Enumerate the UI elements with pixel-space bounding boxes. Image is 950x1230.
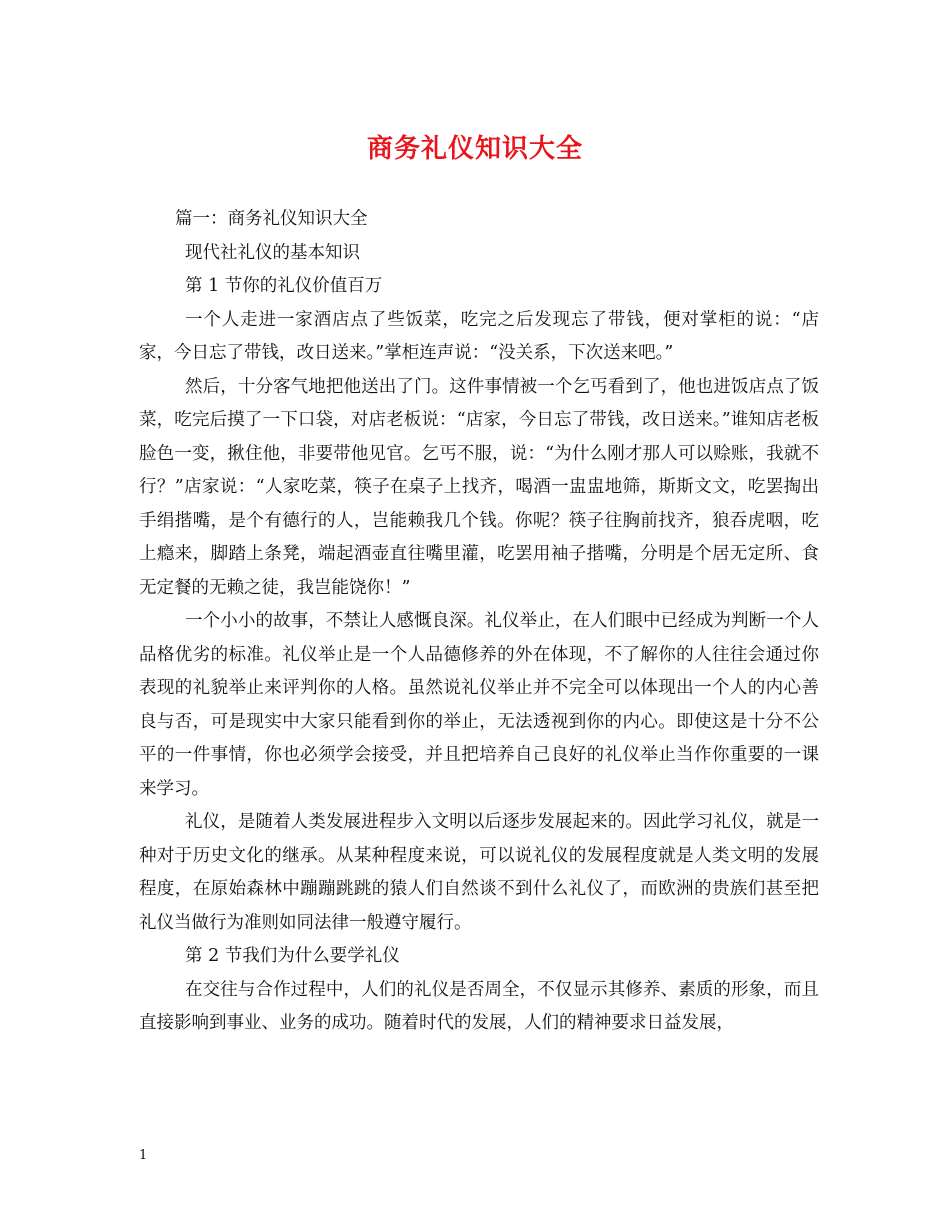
body-paragraph: 礼仪，是随着人类发展进程步入文明以后逐步发展起来的。因此学习礼仪，就是一种对于历史文化的继承。从某种程度来说，可以说礼仪的发展程度就是人类文明的发展程度，在原始森林中蹦蹦跳跳的猿人们自然谈不到什么礼仪了，而欧洲的贵族们甚至把礼仪当做行为准则如同法律一般遵守履行。 — [139, 812, 819, 933]
section-heading: 现代社礼仪的基本知识 — [185, 242, 360, 263]
section-heading: 篇一：商务礼仪知识大全 — [175, 209, 368, 229]
document-title: 商务礼仪知识大全 — [366, 134, 583, 164]
section-heading: 第 1 节你的礼仪价值百万 — [185, 276, 383, 296]
body-paragraph: 一个小小的故事，不禁让人感慨良深。礼仪举止，在人们眼中已经成为判断一个人品格优劣的标准。礼仪举止是一个人品德修养的外在体现，不了解你的人往往会通过你表现的礼貌举止来评判你的人格。虽然说礼仪举止并不完全可以体现出一个人的内心善良与否，可是现实中大家只能看到你的举止，无法透视到你的内心。即使这是十分不公平的一件事情，你也必须学会接受，并且把培养自己良好的礼仪举止当作你重要的一课来学习。 — [139, 611, 819, 799]
section-heading: 第 2 节我们为什么要学礼仪 — [185, 946, 400, 966]
document-body — [139, 203, 819, 1041]
body-paragraph: 一个人走进一家酒店点了些饭菜，吃完之后发现忘了带钱，便对掌柜的说：“店家，今日忘了带钱，改日送来。”掌柜连声说：“没关系，下次送来吧。” — [139, 309, 819, 363]
page-number: 1 — [139, 1148, 148, 1163]
body-paragraph: 然后，十分客气地把他送出了门。这件事情被一个乞丐看到了，他也进饭店点了饭菜，吃完后摸了一下口袋，对店老板说：“店家，今日忘了带钱，改日送来。”谁知店老板脸色一变，揪住他，非要带他见官。乞丐不服，说：“为什么刚才那人可以赊账，我就不行？”店家说：“人家吃菜，筷子在桌子上找齐，喝酒一盅盅地筛，斯斯文文，吃罢掏出手绢揩嘴，是个有德行的人，岂能赖我几个钱。你呢？筷子往胸前找齐，狼吞虎咽，吃上瘾来，脚踏上条凳，端起酒壶直往嘴里灌，吃罢用袖子揩嘴，分明是个居无定所、食无定餐的无赖之徒，我岂能饶你！” — [139, 376, 819, 598]
body-paragraph: 在交往与合作过程中，人们的礼仪是否周全，不仅显示其修养、素质的形象，而且直接影响到事业、业务的成功。随着时代的发展，人们的精神要求日益发展， — [139, 979, 819, 1033]
